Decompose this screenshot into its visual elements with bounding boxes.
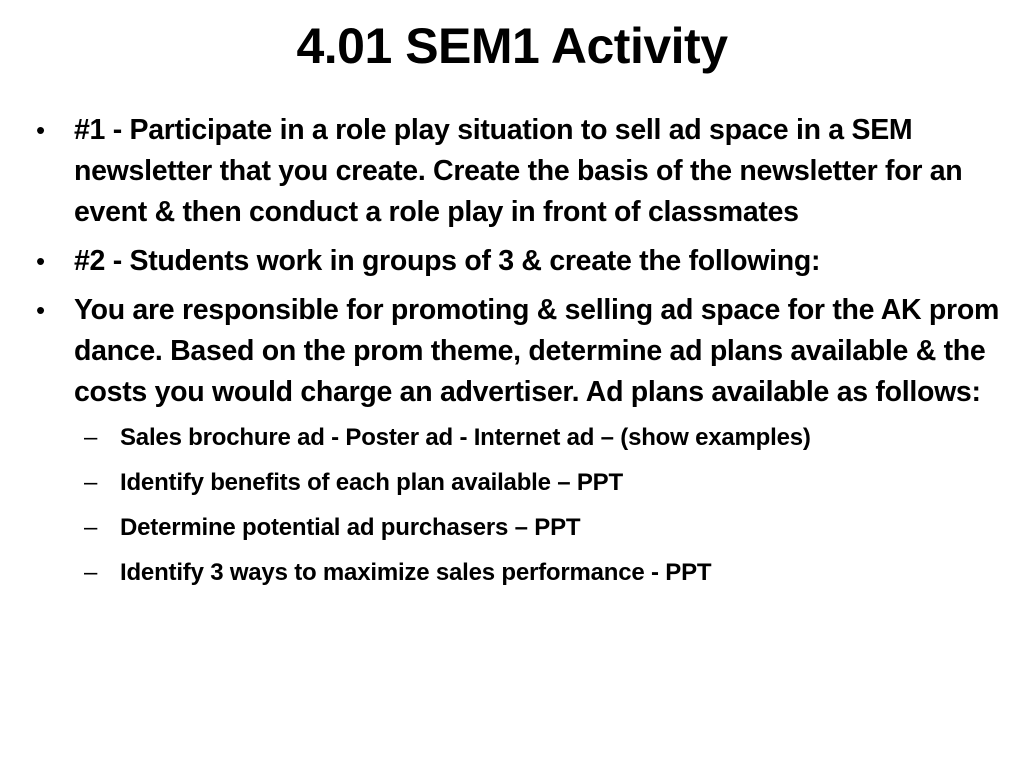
slide-title: 4.01 SEM1 Activity: [296, 18, 728, 74]
dash-marker: –: [84, 469, 98, 496]
bullet-marker: •: [36, 115, 45, 145]
sub-bullet-item-4: [36, 556, 1006, 589]
slide-content: [36, 110, 1006, 601]
sub-bullet-item-2: [36, 466, 1006, 499]
sub-bullet-text: Determine potential ad purchasers – PPT: [120, 514, 581, 541]
bullet-item-1: [36, 110, 1006, 233]
bullet-text: #2 - Students work in groups of 3 & create the following:: [74, 245, 821, 277]
dash-marker: –: [84, 424, 98, 451]
dash-marker: –: [84, 514, 98, 541]
bullet-item-2: [36, 241, 1006, 282]
dash-marker: –: [84, 559, 98, 586]
sub-bullet-item-3: [36, 511, 1006, 544]
sub-bullet-item-1: [36, 421, 1006, 454]
bullet-text: You are responsible for promoting & selling ad space for the AK prom dance. Based on the prom theme, determine ad plans available & the costs you would charge an advertiser. Ad plans available as follows:: [74, 294, 999, 408]
sub-bullet-text: Sales brochure ad - Poster ad - Internet ad – (show examples): [120, 424, 811, 451]
sub-bullet-text: Identify 3 ways to maximize sales performance - PPT: [120, 559, 712, 586]
bullet-text: #1 - Participate in a role play situation to sell ad space in a SEM newsletter that you create. Create the basis of the newsletter for an event & then conduct a role play in front of classmates: [74, 114, 963, 228]
bullet-marker: •: [36, 295, 45, 325]
bullet-marker: •: [36, 246, 45, 276]
sub-bullet-text: Identify benefits of each plan available – PPT: [120, 469, 623, 496]
bullet-item-3: [36, 290, 1006, 413]
